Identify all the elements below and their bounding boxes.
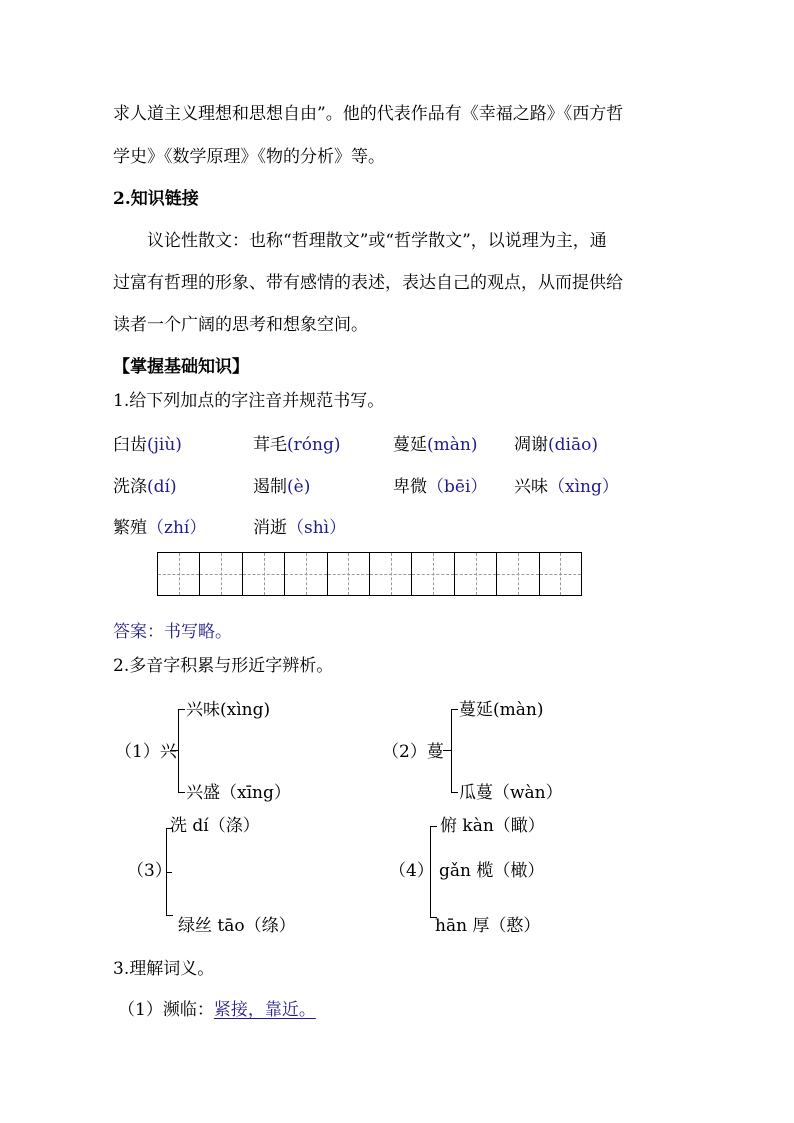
- g4-middle: gǎn 榄（橄）: [439, 861, 545, 881]
- g2-bracket: [451, 709, 458, 793]
- g1-bracket: [178, 709, 185, 793]
- g1-label: （1）兴: [115, 742, 177, 762]
- q1-answer: 答案：书写略。: [113, 622, 232, 642]
- g3-bracket-tick: [166, 872, 172, 873]
- grid-cell[interactable]: [285, 553, 327, 595]
- q3-title: 3.理解词义。: [113, 959, 215, 979]
- vocab-item: 兴味（xìng）: [514, 477, 619, 497]
- q3-item-1-label: （1）濒临：: [118, 1000, 214, 1020]
- vocab-item: 繁殖（zhí）: [113, 518, 207, 538]
- g2-bottom: 瓜蔓（wàn）: [459, 783, 563, 803]
- grid-cell[interactable]: [497, 553, 539, 595]
- vocab-item: 蔓延(màn): [393, 435, 478, 455]
- grid-cell[interactable]: [412, 553, 454, 595]
- vocab-item: 洗涤(dí): [113, 477, 177, 497]
- writing-grid[interactable]: [157, 552, 582, 596]
- knowledge-link-line-3: 读者一个广阔的思考和想象空间。: [113, 315, 368, 335]
- vocab-item: 臼齿(jiù): [113, 435, 182, 455]
- knowledge-link-line-1: 议论性散文：也称“哲理散文”或“哲学散文”，以说理为主，通: [147, 231, 607, 251]
- g4-label: （4）: [389, 861, 434, 881]
- vocab-item: 消逝（shì）: [253, 518, 347, 538]
- q3-item-1: [118, 999, 316, 1021]
- grid-cell[interactable]: [158, 553, 200, 595]
- g1-bottom: 兴盛（xīng）: [186, 783, 291, 803]
- g2-bracket-tick: [443, 750, 451, 751]
- g1-top: 兴味(xìng): [186, 700, 271, 720]
- intro-line-1: 求人道主义理想和思想自由”。他的代表作品有《幸福之路》《西方哲: [113, 104, 624, 124]
- g4-bottom: hān 厚（憨）: [435, 916, 541, 936]
- intro-line-2: 学史》《数学原理》《物的分析》等。: [113, 147, 385, 167]
- vocab-item: 凋谢(diāo): [514, 435, 598, 455]
- vocab-item: 茸毛(róng): [253, 435, 341, 455]
- grid-cell[interactable]: [200, 553, 242, 595]
- g2-top: 蔓延(màn): [459, 700, 544, 720]
- knowledge-link-heading: 2.知识链接: [113, 189, 199, 209]
- g3-label: （3）: [127, 861, 172, 881]
- q2-title: 2.多音字积累与形近字辨析。: [113, 656, 334, 676]
- grid-cell[interactable]: [370, 553, 412, 595]
- g3-top: 洗 dí（涤）: [170, 816, 260, 836]
- vocab-item: 卑微（bēi）: [393, 477, 488, 497]
- g2-label: （2）蔓: [382, 742, 444, 762]
- q1-title: 1.给下列加点的字注音并规范书写。: [113, 391, 385, 411]
- basics-heading: 【掌握基础知识】: [113, 357, 249, 377]
- grid-cell[interactable]: [540, 553, 581, 595]
- g3-bottom: 绿丝 tāo（绦）: [178, 916, 296, 936]
- g4-bracket: [430, 826, 437, 918]
- q3-item-1-answer: 紧接，靠近。: [213, 1000, 316, 1020]
- knowledge-link-line-2: 过富有哲理的形象、带有感情的表述，表达自己的观点，从而提供给: [113, 273, 623, 293]
- g4-top: 俯 kàn（瞰）: [440, 816, 545, 836]
- grid-cell[interactable]: [328, 553, 370, 595]
- grid-cell[interactable]: [243, 553, 285, 595]
- g1-bracket-tick: [170, 750, 178, 751]
- vocab-item: 遏制(è): [253, 477, 311, 497]
- grid-cell[interactable]: [455, 553, 497, 595]
